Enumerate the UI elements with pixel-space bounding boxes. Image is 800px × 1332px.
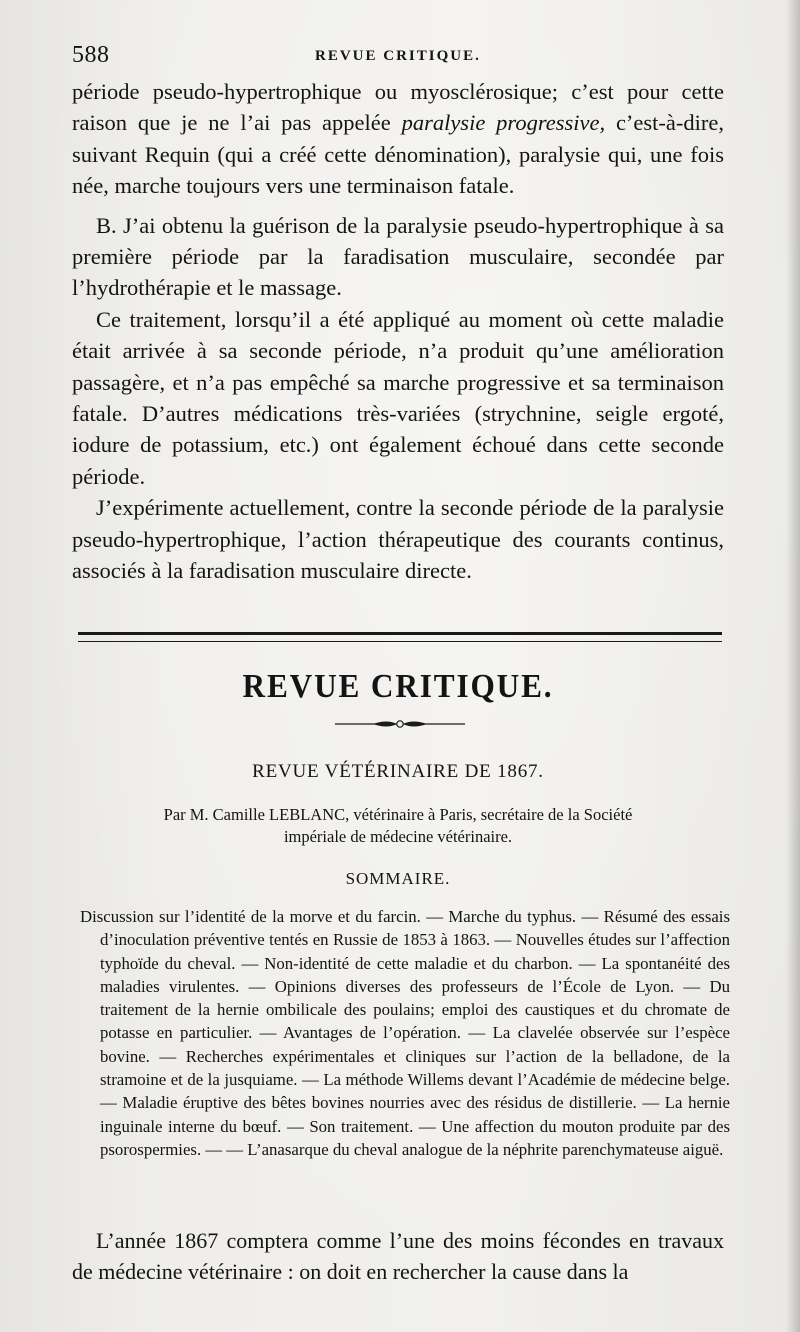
paragraph-2: B. J’ai obtenu la guérison de la paralysie pseudo-hypertrophique à sa première période par la faradisation musculaire, secondée par l’hydrothérapie et le massage. bbox=[72, 212, 724, 301]
paragraph-1-emphasis: paralysie progressive, bbox=[401, 110, 606, 136]
paragraph-1 bbox=[72, 76, 724, 202]
body-text bbox=[72, 76, 724, 587]
section-divider bbox=[78, 632, 722, 642]
paragraph-3: Ce traitement, lorsqu’il a été appliqué au moment où cette maladie était arrivée à sa seconde période, n’a produit qu’une amélioration passagère, et n’a pas empêché sa marche progressive et sa terminaison fatale. D’autres médications très-variées (strychnine, seigle ergoté, iodure de potassium, etc.) ont également échoué dans cette seconde période. bbox=[72, 306, 724, 489]
paragraph-4: J’expérimente actuellement, contre la seconde période de la paralysie pseudo-hypertrophique, l’action thérapeutique des courants continus, associés à la faradisation musculaire directe. bbox=[72, 495, 724, 584]
ornament-divider bbox=[335, 716, 465, 732]
closing-paragraph: L’année 1867 comptera comme l’une des moins fécondes en travaux de médecine vétérinaire : on doit en rechercher la cause dans la bbox=[72, 1228, 724, 1284]
article-subtitle: REVUE VÉTÉRINAIRE DE 1867. bbox=[252, 761, 544, 782]
page-number: 588 bbox=[72, 42, 110, 68]
paragraph-1-end: c’est-à-dire, suivant Requin (qui a créé cette dénomination), paralysie qui, une fois née, marche toujours vers une terminaison fatale. bbox=[72, 110, 724, 199]
running-head: REVUE CRITIQUE. bbox=[315, 48, 481, 64]
page-edge-shadow bbox=[786, 0, 800, 1332]
sommaire-paragraph: Discussion sur l’identité de la morve et du farcin. — Marche du typhus. — Résumé des essais d’inoculation préventive tentés en Russie de 1853 à 1863. — Nouvelles études sur l’affection typhoïde du cheval. — Non-identité de cette maladie et du charbon. — La spontanéité des maladies virulentes. — Opinions diverses des professeurs de l’École de Lyon. — Du traitement de la hernie ombilicale des poulains; emploi des caustiques et du chromate de potasse en particulier. — Avantages de l’opération. — La clavelée observée sur l’espèce bovine. — Recherches expérimentales et cliniques sur l’action de la belladone, de la stramoine et de la jusquiame. — La méthode Willems devant l’Académie de médecine belge. — Maladie éruptive des bêtes bovines nourries avec des résidus de distillerie. — La hernie inguinale interne du bœuf. — Son traitement. — Une affection du mouton produite par des psorospermies. — — L’anasarque du cheval analogue de la néphrite parenchymateuse aiguë. bbox=[80, 907, 730, 1159]
section-title: REVUE CRITIQUE. bbox=[242, 668, 554, 705]
author-line-1: Par M. Camille LEBLANC, vétérinaire à Paris, secrétaire de la Société bbox=[163, 805, 633, 824]
author-line-2: impériale de médecine vétérinaire. bbox=[283, 827, 513, 846]
sommaire-title: SOMMAIRE. bbox=[345, 869, 451, 888]
sommaire-text bbox=[80, 905, 730, 1161]
paragraph-1-start: période pseudo-hypertrophique ou myosclérosique; c’est pour cette raison que je ne l’ai pas appelée bbox=[72, 79, 724, 136]
page-header bbox=[72, 42, 724, 70]
closing-text bbox=[72, 1225, 724, 1287]
author-credit bbox=[72, 804, 724, 848]
